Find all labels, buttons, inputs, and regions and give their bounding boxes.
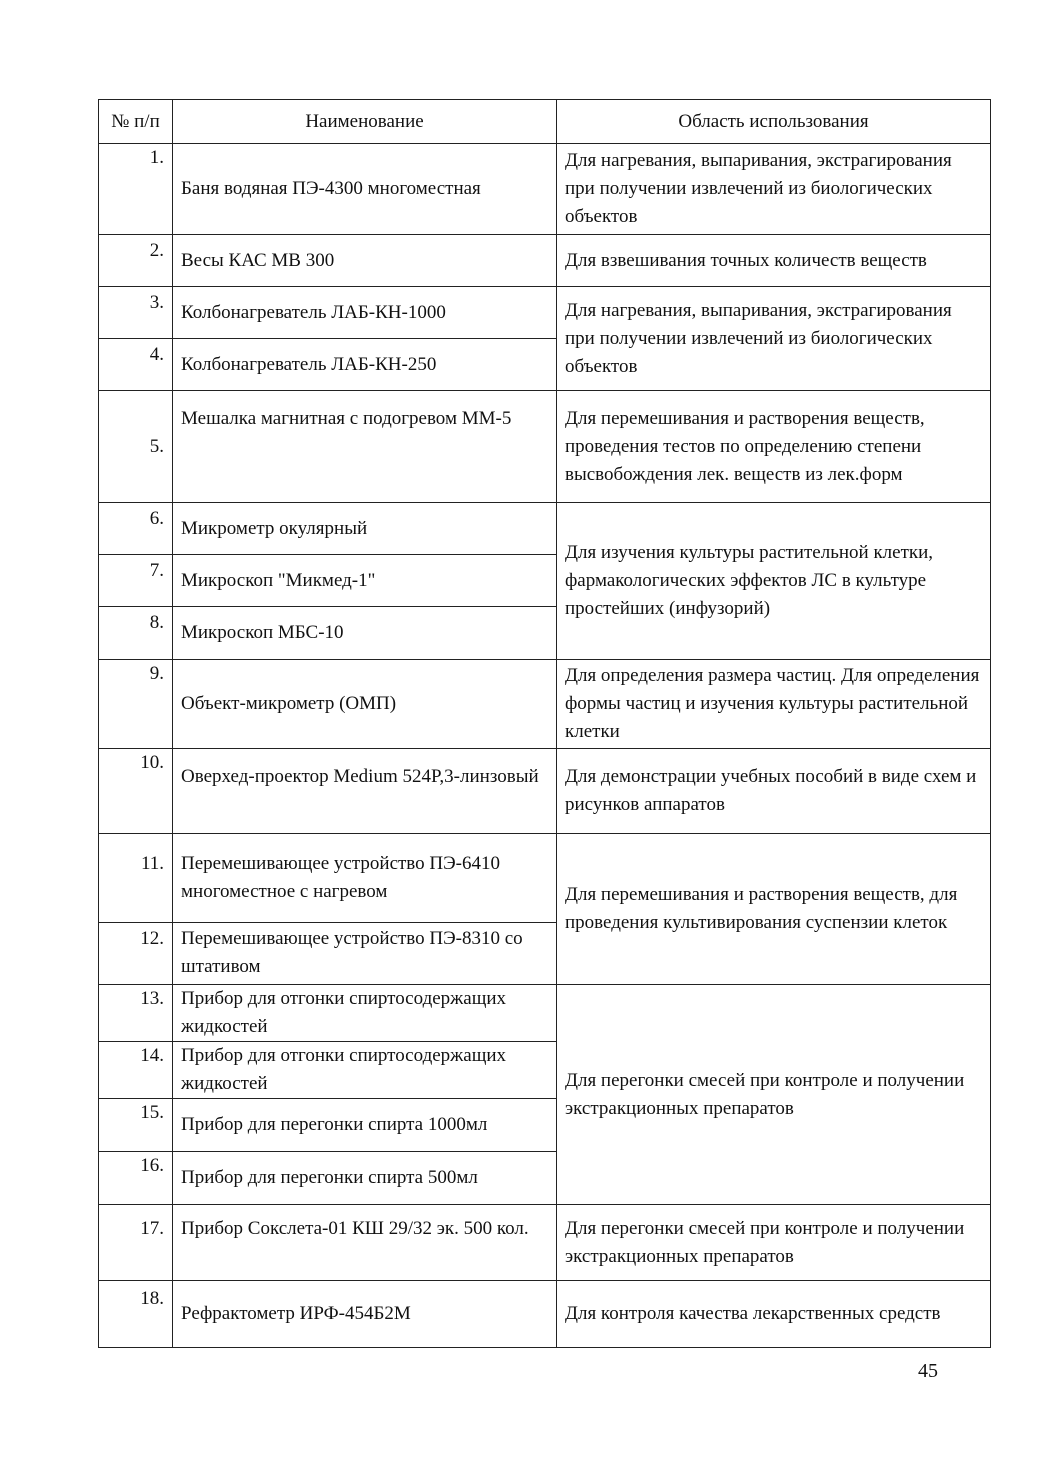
row-number: 4. (99, 339, 173, 391)
header-use: Область использования (557, 100, 991, 144)
row-name: Прибор для отгонки спиртосодержащих жидкостей (173, 1042, 557, 1099)
row-number: 2. (99, 235, 173, 287)
row-name: Баня водяная ПЭ-4300 многоместная (173, 144, 557, 235)
row-use: Для перемешивания и растворения веществ, для проведения культивирования суспензии клеток (557, 834, 991, 985)
row-use: Для перемешивания и растворения веществ, проведения тестов по определению степени высвобождения лек. веществ из лек.форм (557, 391, 991, 503)
row-number: 5. (99, 391, 173, 503)
row-number: 12. (99, 923, 173, 985)
row-name: Прибор для перегонки спирта 500мл (173, 1152, 557, 1205)
table-row (99, 503, 991, 555)
table-row (99, 1205, 991, 1281)
table-row (99, 144, 991, 235)
row-number: 1. (99, 144, 173, 235)
row-name: Микроскоп "Микмед-1" (173, 555, 557, 607)
row-name: Микроскоп МБС-10 (173, 607, 557, 660)
row-number: 8. (99, 607, 173, 660)
row-name: Перемешивающее устройство ПЭ-8310 со штативом (173, 923, 557, 985)
row-number: 10. (99, 749, 173, 834)
row-number: 15. (99, 1099, 173, 1152)
row-use: Для взвешивания точных количеств веществ (557, 235, 991, 287)
page-number: 45 (918, 1360, 938, 1382)
table-row (99, 235, 991, 287)
row-name: Прибор для отгонки спиртосодержащих жидкостей (173, 985, 557, 1042)
table-row (99, 287, 991, 339)
row-use: Для нагревания, выпаривания, экстрагирования при получении извлечений из биологических объектов (557, 287, 991, 391)
table-row (99, 834, 991, 923)
row-use: Для перегонки смесей при контроле и получении экстракционных препаратов (557, 985, 991, 1205)
row-name: Колбонагреватель ЛАБ-КН-250 (173, 339, 557, 391)
row-name: Мешалка магнитная с подогревом ММ-5 (173, 391, 557, 503)
row-number: 3. (99, 287, 173, 339)
row-number: 13. (99, 985, 173, 1042)
row-use: Для перегонки смесей при контроле и получении экстракционных препаратов (557, 1205, 991, 1281)
table-row (99, 749, 991, 834)
table-header-row (99, 100, 991, 144)
table-row (99, 391, 991, 503)
row-name: Колбонагреватель ЛАБ-КН-1000 (173, 287, 557, 339)
row-use: Для изучения культуры растительной клетки, фармакологических эффектов ЛС в культуре простейших (инфузорий) (557, 503, 991, 660)
row-use: Для контроля качества лекарственных средств (557, 1281, 991, 1348)
table-row (99, 985, 991, 1042)
row-number: 6. (99, 503, 173, 555)
header-name: Наименование (173, 100, 557, 144)
equipment-table (98, 99, 991, 1348)
row-use: Для нагревания, выпаривания, экстрагирования при получении извлечений из биологических объектов (557, 144, 991, 235)
row-number: 7. (99, 555, 173, 607)
row-name: Микрометр окулярный (173, 503, 557, 555)
table-row (99, 1281, 991, 1348)
row-use: Для демонстрации учебных пособий в виде схем и рисунков аппаратов (557, 749, 991, 834)
row-number: 9. (99, 660, 173, 749)
row-name: Рефрактометр ИРФ-454Б2М (173, 1281, 557, 1348)
row-number: 16. (99, 1152, 173, 1205)
row-number: 17. (99, 1205, 173, 1281)
row-number: 18. (99, 1281, 173, 1348)
row-name: Объект-микрометр (ОМП) (173, 660, 557, 749)
row-number: 14. (99, 1042, 173, 1099)
row-name: Прибор для перегонки спирта 1000мл (173, 1099, 557, 1152)
row-name: Весы КАС МВ 300 (173, 235, 557, 287)
row-use: Для определения размера частиц. Для определения формы частиц и изучения культуры растительной клетки (557, 660, 991, 749)
header-number: № п/п (99, 100, 173, 144)
row-name: Перемешивающее устройство ПЭ-6410 многоместное с нагревом (173, 834, 557, 923)
row-name: Оверхед-проектор Medium 524P,3-линзовый (173, 749, 557, 834)
table-row (99, 660, 991, 749)
row-number: 11. (99, 834, 173, 923)
row-name: Прибор Сокслета-01 КШ 29/32 эк. 500 кол. (173, 1205, 557, 1281)
